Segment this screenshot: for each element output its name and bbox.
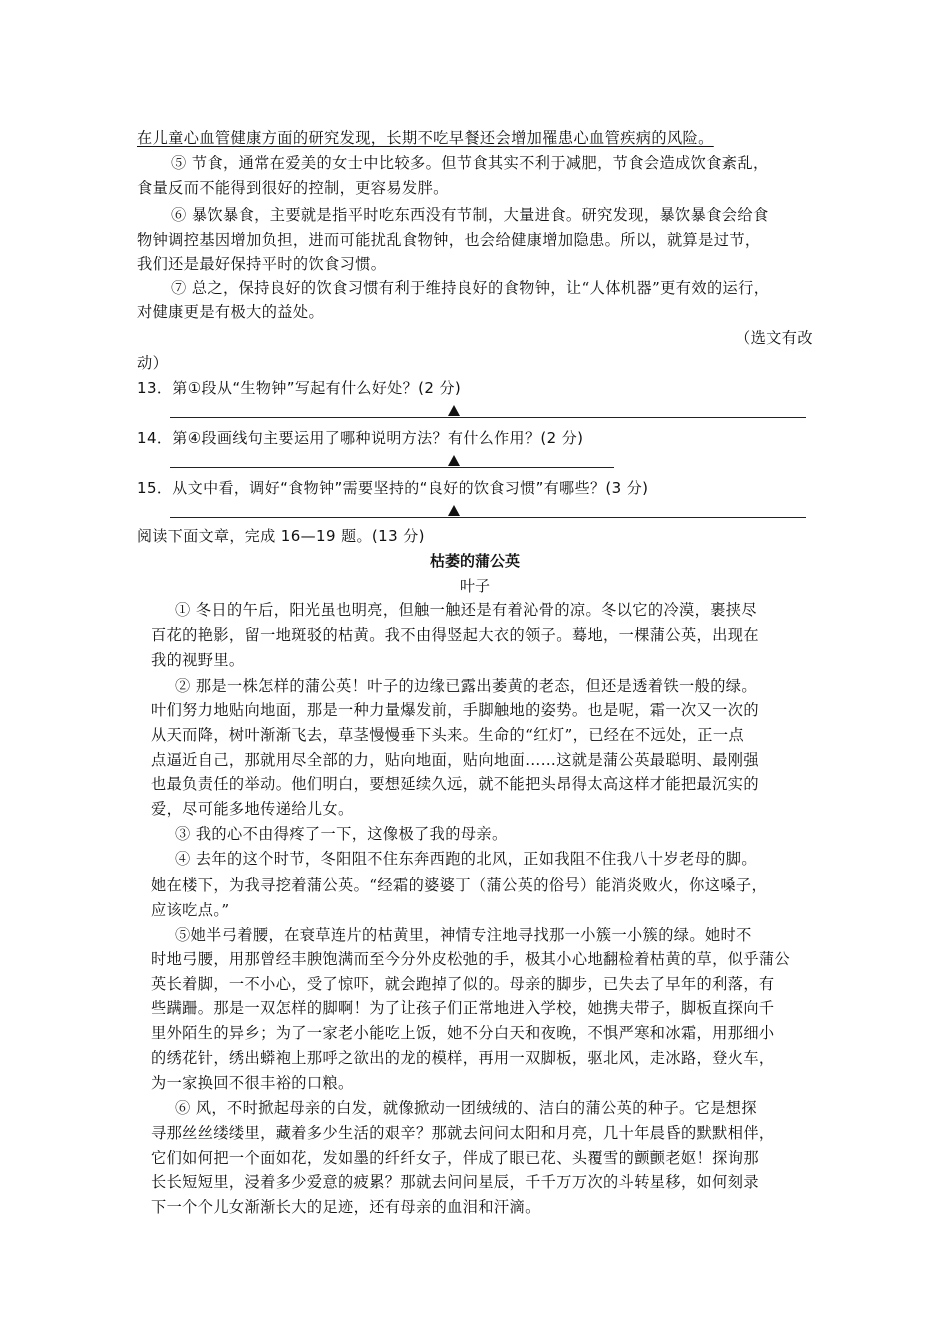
underlined-sentence: 在儿童心血管健康方面的研究发现，长期不吃早餐还会增加罹患心血管疾病的风险。	[137, 129, 714, 147]
source-note-b: 动）	[137, 354, 169, 372]
answer-triangle-icon	[448, 505, 460, 516]
article-line: 里外陌生的异乡；为了一家老小能吃上饭，她不分白天和夜晚，不惧严寒和冰霜，用那细小	[151, 1024, 775, 1042]
paragraph-5-line-2: 食量反而不能得到很好的控制，更容易发胖。	[137, 179, 449, 197]
article-title: 枯萎的蒲公英	[429, 552, 520, 570]
article-line: 点逼近自己，那就用尽全部的力，贴向地面，贴向地面……这就是蒲公英最聪明、最刚强	[151, 751, 759, 769]
question-14	[137, 426, 583, 450]
paragraph-6-line-1: ⑥ 暴饮暴食，主要就是指平时吃东西没有节制，大量进食。研究发现，暴饮暴食会给食	[171, 206, 769, 224]
question-number: 13．	[137, 379, 173, 397]
article-line: 寻那丝丝缕缕里，藏着多少生活的艰辛？那就去问问太阳和月亮，几十年晨昏的默默相伴，	[151, 1124, 775, 1142]
paragraph-7-line-2: 对健康更是有极大的益处。	[137, 303, 325, 321]
article-line: 它们如何把一个面如花，发如墨的纤纤女子，伴成了眼已花、头覆雪的颤颤老妪！探询那	[151, 1149, 759, 1167]
question-text: 第④段画线句主要运用了哪种说明方法？有什么作用？(2 分)	[172, 429, 584, 447]
article-line: 些蹒跚。那是一双怎样的脚啊！为了让孩子们正常地进入学校，她携夫带子，脚板直探向千	[151, 999, 775, 1017]
article-line: 我的视野里。	[151, 651, 245, 669]
article-line: 为一家换回不很丰裕的口粮。	[151, 1074, 354, 1092]
article-line: 百花的艳影，留一地斑驳的枯黄。我不由得竖起大衣的领子。蓦地，一棵蒲公英，出现在	[151, 626, 759, 644]
article-line: 也最负责任的举动。他们明白，要想延续久远，就不能把头昂得太高这样才能把最沉实的	[151, 775, 759, 793]
answer-line-13[interactable]	[170, 417, 806, 418]
paragraph-5-line-1: ⑤ 节食，通常在爱美的女士中比较多。但节食其实不利于减肥，节食会造成饮食紊乱，	[171, 154, 769, 172]
article-line: 叶们努力地贴向地面，那是一种力量爆发前，手脚触地的姿势。也是呢，霜一次又一次的	[151, 701, 759, 719]
question-text: 第①段从“生物钟”写起有什么好处？(2 分)	[172, 379, 462, 397]
paragraph-6-line-3: 我们还是最好保持平时的饮食习惯。	[137, 255, 387, 273]
article-line: 的绣花针，绣出蟒袍上那呼之欲出的龙的模样，再用一双脚板，驱北风，走冰路，登火车，	[151, 1049, 775, 1067]
article-line: 长长短短里，浸着多少爱意的疲累？那就去问问星辰，千千万万次的斗转星移，如何刻录	[151, 1173, 759, 1191]
article-line: ③ 我的心不由得疼了一下，这像极了我的母亲。	[175, 825, 508, 843]
article-line: 从天而降，树叶渐渐飞去，草茎慢慢垂下头来。生命的“红灯”，已经在不远处，正一点	[151, 726, 745, 744]
article-line: ④ 去年的这个时节，冬阳阻不住东奔西跑的北风，正如我阻不住我八十岁老母的脚。	[175, 850, 757, 868]
article-line: ① 冬日的午后，阳光虽也明亮，但触一触还是有着沁骨的凉。冬以它的冷漠，裹挟尽	[175, 601, 757, 619]
reading-instruction: 阅读下面文章，完成 16—19 题。(13 分)	[137, 527, 425, 545]
answer-line-15[interactable]	[170, 517, 806, 518]
article-line: 应该吃点。”	[151, 901, 230, 919]
article-line: 她在楼下，为我寻挖着蒲公英。“经霜的婆婆丁（蒲公英的俗号）能消炎败火，你这嗓子，	[151, 876, 768, 894]
article-line: 爱，尽可能多地传递给儿女。	[151, 800, 354, 818]
question-number: 14．	[137, 429, 173, 447]
article-line: 英长着脚，一不小心，受了惊吓，就会跑掉了似的。母亲的脚步，已失去了早年的利落，有	[151, 975, 775, 993]
paragraph-7-line-1: ⑦ 总之，保持良好的饮食习惯有利于维持良好的食物钟，让“人体机器”更有效的运行，	[171, 279, 770, 297]
article-line: ⑤她半弓着腰，在衰草连片的枯黄里，神情专注地寻找那一小簇一小簇的绿。她时不	[175, 926, 752, 944]
question-number: 15．	[137, 479, 173, 497]
paragraph-6-line-2: 物钟调控基因增加负担，进而可能扰乱食物钟，也会给健康增加隐患。所以，就算是过节，	[137, 231, 761, 249]
question-13	[137, 376, 461, 400]
article-line: ⑥ 风，不时掀起母亲的白发，就像掀动一团绒绒的、洁白的蒲公英的种子。它是想探	[175, 1099, 757, 1117]
article-author: 叶子	[459, 577, 490, 595]
answer-line-14[interactable]	[170, 467, 614, 468]
article-line: 时地弓腰，用那曾经丰腴饱满而至今分外皮松弛的手，极其小心地翻检着枯黄的草，似乎蒲公	[151, 950, 791, 968]
question-text: 从文中看，调好“食物钟”需要坚持的“良好的饮食习惯”有哪些？(3 分)	[172, 479, 649, 497]
article-line: 下一个个儿女渐渐长大的足迹，还有母亲的血泪和汗滴。	[151, 1198, 541, 1216]
question-15	[137, 476, 648, 500]
answer-triangle-icon	[448, 455, 460, 466]
article-line: ② 那是一株怎样的蒲公英！叶子的边缘已露出萎黄的老态，但还是透着铁一般的绿。	[175, 677, 757, 695]
answer-triangle-icon	[448, 405, 460, 416]
source-note-a: （选文有改	[735, 329, 813, 347]
